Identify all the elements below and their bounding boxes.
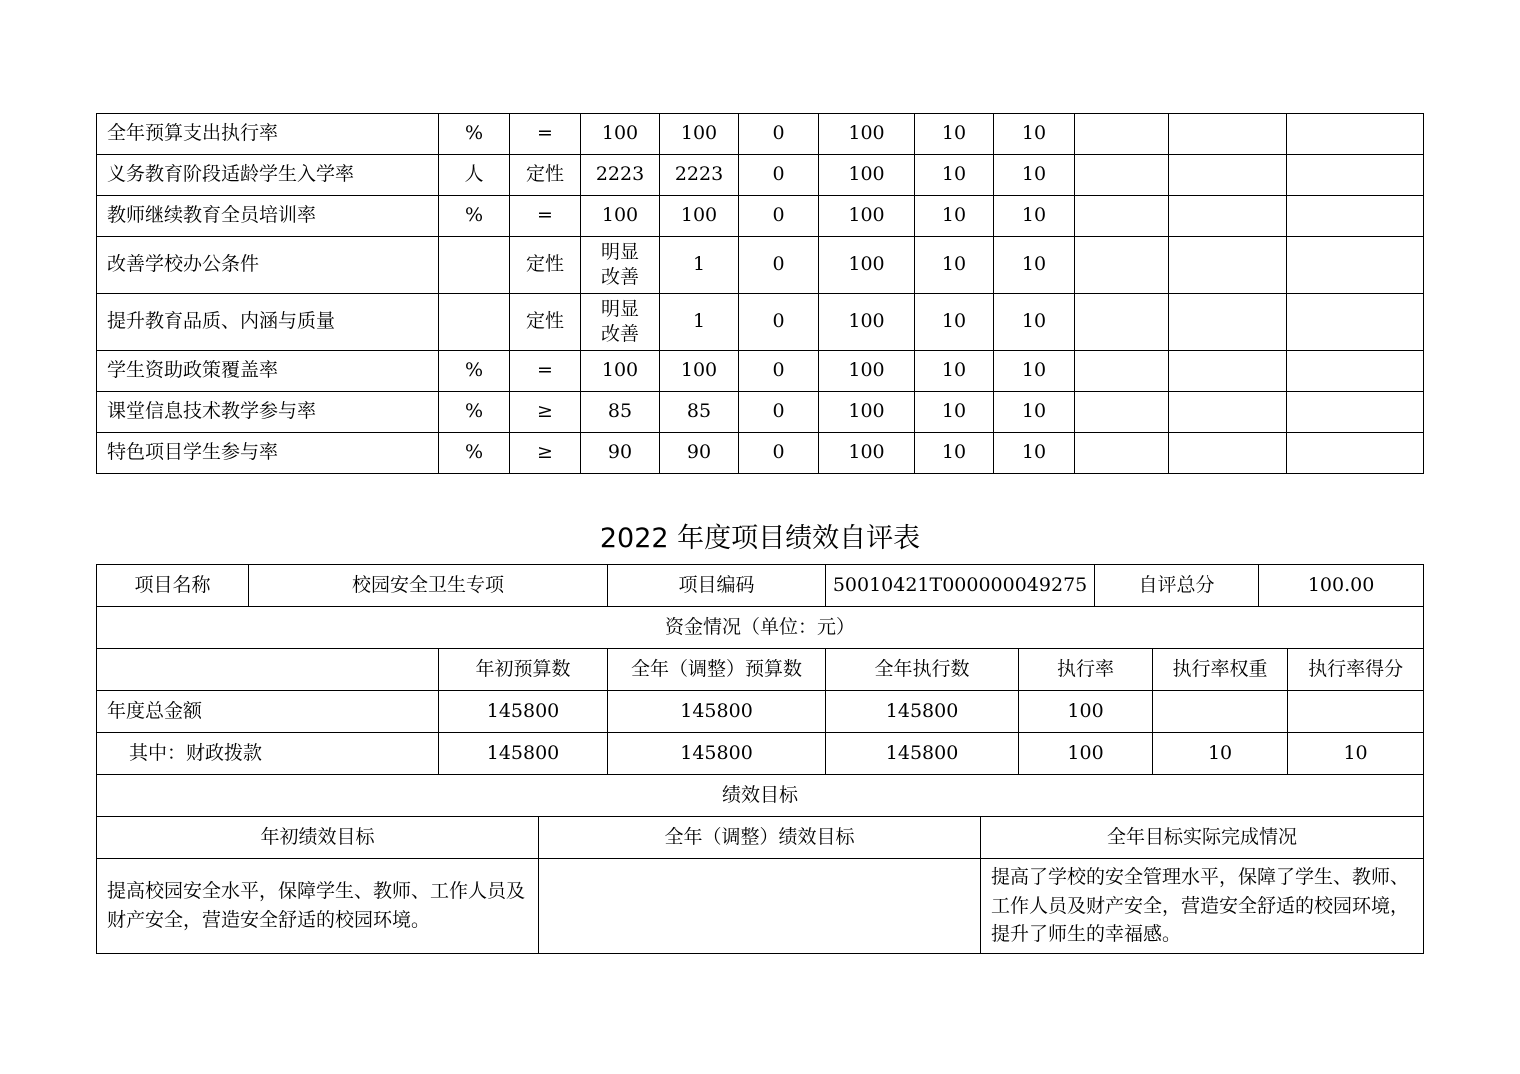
indicator-score: 10 [994, 433, 1075, 474]
col-goal-initial: 年初绩效目标 [97, 817, 539, 859]
indicator-actual: 100 [660, 351, 739, 392]
empty-cell [1169, 294, 1287, 351]
indicator-actual: 1 [660, 294, 739, 351]
indicator-deviation: 0 [739, 351, 819, 392]
indicator-target-line: 明显 [600, 298, 639, 321]
empty-cell [1075, 392, 1169, 433]
indicator-score: 10 [994, 114, 1075, 155]
indicator-target-line: 明显 [600, 241, 639, 264]
empty-cell [1287, 155, 1424, 196]
indicator-weight: 10 [915, 155, 994, 196]
indicator-target [581, 237, 660, 294]
empty-cell [1169, 196, 1287, 237]
indicator-name: 全年预算支出执行率 [97, 114, 439, 155]
indicator-row [97, 237, 1424, 294]
indicator-deviation: 0 [739, 433, 819, 474]
indicator-unit [439, 294, 510, 351]
indicator-weight: 10 [915, 351, 994, 392]
indicator-target: 2223 [581, 155, 660, 196]
indicator-name: 学生资助政策覆盖率 [97, 351, 439, 392]
indicator-weight: 10 [915, 392, 994, 433]
fiscal-executed: 145800 [826, 733, 1019, 775]
empty-cell [1075, 294, 1169, 351]
indicator-deviation: 0 [739, 155, 819, 196]
fiscal-weight: 10 [1153, 733, 1288, 775]
col-goal-actual: 全年目标实际完成情况 [981, 817, 1424, 859]
empty-cell [1169, 433, 1287, 474]
indicator-name: 教师继续教育全员培训率 [97, 196, 439, 237]
indicator-weight: 10 [915, 196, 994, 237]
total-adjusted: 145800 [608, 691, 826, 733]
indicator-unit: % [439, 351, 510, 392]
indicator-weight: 10 [915, 433, 994, 474]
empty-cell [1075, 351, 1169, 392]
indicator-operator: = [510, 351, 581, 392]
empty-cell [1287, 196, 1424, 237]
indicator-target-line: 改善 [600, 266, 639, 288]
fiscal-rate: 100 [1019, 733, 1153, 775]
indicator-row [97, 294, 1424, 351]
empty-cell [1075, 114, 1169, 155]
indicator-row [97, 196, 1424, 237]
empty-cell [1169, 155, 1287, 196]
indicator-score: 10 [994, 351, 1075, 392]
indicator-row [97, 392, 1424, 433]
indicator-score: 10 [994, 237, 1075, 294]
funds-header: 资金情况（单位：元） [97, 607, 1424, 649]
indicator-target-line: 改善 [600, 323, 639, 345]
indicator-deviation: 0 [739, 196, 819, 237]
indicator-rate: 100 [819, 294, 915, 351]
fiscal-score: 10 [1288, 733, 1424, 775]
indicator-row [97, 114, 1424, 155]
indicator-rate: 100 [819, 433, 915, 474]
indicator-operator: 定性 [510, 237, 581, 294]
indicator-operator: ≥ [510, 392, 581, 433]
indicator-actual: 100 [660, 196, 739, 237]
project-code: 50010421T000000049275 [826, 565, 1095, 607]
total-score-label: 自评总分 [1095, 565, 1259, 607]
total-weight [1153, 691, 1288, 733]
project-code-label: 项目编码 [608, 565, 826, 607]
total-executed: 145800 [826, 691, 1019, 733]
indicator-name: 义务教育阶段适龄学生入学率 [97, 155, 439, 196]
empty-cell [1287, 392, 1424, 433]
goals-table [96, 816, 1424, 954]
indicator-rate: 100 [819, 155, 915, 196]
indicator-weight: 10 [915, 114, 994, 155]
total-rate: 100 [1019, 691, 1153, 733]
indicator-rate: 100 [819, 196, 915, 237]
col-rate-weight: 执行率权重 [1153, 649, 1288, 691]
goals-content-row [97, 859, 1424, 954]
empty-cell [1169, 114, 1287, 155]
empty-cell [1075, 196, 1169, 237]
fiscal-row [97, 733, 1424, 775]
goal-actual-text: 提高了学校的安全管理水平，保障了学生、教师、工作人员及财产安全，营造安全舒适的校园环境，提升了师生的幸福感。 [981, 859, 1424, 954]
indicator-target: 100 [581, 351, 660, 392]
indicator-row [97, 351, 1424, 392]
indicator-table [96, 113, 1424, 474]
project-info-row [97, 565, 1424, 607]
indicator-score: 10 [994, 155, 1075, 196]
indicator-target: 85 [581, 392, 660, 433]
indicator-name: 特色项目学生参与率 [97, 433, 439, 474]
empty-cell [1169, 392, 1287, 433]
empty-cell [1169, 237, 1287, 294]
indicator-unit: % [439, 433, 510, 474]
indicator-operator: ≥ [510, 433, 581, 474]
indicator-actual: 100 [660, 114, 739, 155]
funds-corner-cell [97, 649, 439, 691]
empty-cell [1075, 155, 1169, 196]
indicator-operator: 定性 [510, 294, 581, 351]
indicator-name: 改善学校办公条件 [97, 237, 439, 294]
empty-cell [1287, 433, 1424, 474]
indicator-unit: % [439, 114, 510, 155]
indicator-operator: 定性 [510, 155, 581, 196]
goal-initial-text: 提高校园安全水平，保障学生、教师、工作人员及财产安全，营造安全舒适的校园环境。 [97, 859, 539, 954]
indicator-unit [439, 237, 510, 294]
empty-cell [1287, 237, 1424, 294]
indicator-target: 100 [581, 114, 660, 155]
indicator-actual: 85 [660, 392, 739, 433]
project-name-label: 项目名称 [97, 565, 249, 607]
goal-adjusted-text [539, 859, 981, 954]
col-goal-adjusted: 全年（调整）绩效目标 [539, 817, 981, 859]
total-score: 100.00 [1259, 565, 1424, 607]
empty-cell [1287, 114, 1424, 155]
indicator-operator: = [510, 114, 581, 155]
col-executed: 全年执行数 [826, 649, 1019, 691]
indicator-deviation: 0 [739, 114, 819, 155]
total-initial: 145800 [439, 691, 608, 733]
empty-cell [1075, 433, 1169, 474]
indicator-rate: 100 [819, 114, 915, 155]
total-score-cell [1288, 691, 1424, 733]
indicator-target [581, 294, 660, 351]
col-rate-score: 执行率得分 [1288, 649, 1424, 691]
indicator-deviation: 0 [739, 237, 819, 294]
goals-header: 绩效目标 [97, 775, 1424, 817]
project-funds-table [96, 564, 1424, 817]
fiscal-label: 其中：财政拨款 [97, 733, 439, 775]
empty-cell [1287, 294, 1424, 351]
project-name: 校园安全卫生专项 [249, 565, 608, 607]
goals-columns-row [97, 817, 1424, 859]
indicator-unit: % [439, 196, 510, 237]
fiscal-initial: 145800 [439, 733, 608, 775]
empty-cell [1169, 351, 1287, 392]
col-adjusted-budget: 全年（调整）预算数 [608, 649, 826, 691]
indicator-unit: 人 [439, 155, 510, 196]
col-exec-rate: 执行率 [1019, 649, 1153, 691]
indicator-target: 100 [581, 196, 660, 237]
indicator-actual: 90 [660, 433, 739, 474]
indicator-score: 10 [994, 294, 1075, 351]
total-amount-row [97, 691, 1424, 733]
indicator-actual: 2223 [660, 155, 739, 196]
indicator-name: 课堂信息技术教学参与率 [97, 392, 439, 433]
indicator-weight: 10 [915, 294, 994, 351]
funds-columns-row [97, 649, 1424, 691]
indicator-deviation: 0 [739, 294, 819, 351]
indicator-rate: 100 [819, 237, 915, 294]
total-amount-label: 年度总金额 [97, 691, 439, 733]
indicator-name: 提升教育品质、内涵与质量 [97, 294, 439, 351]
indicator-weight: 10 [915, 237, 994, 294]
indicator-rate: 100 [819, 392, 915, 433]
col-initial-budget: 年初预算数 [439, 649, 608, 691]
indicator-score: 10 [994, 196, 1075, 237]
indicator-unit: % [439, 392, 510, 433]
empty-cell [1287, 351, 1424, 392]
indicator-deviation: 0 [739, 392, 819, 433]
fiscal-adjusted: 145800 [608, 733, 826, 775]
indicator-operator: = [510, 196, 581, 237]
indicator-row [97, 433, 1424, 474]
indicator-rate: 100 [819, 351, 915, 392]
indicator-row [97, 155, 1424, 196]
empty-cell [1075, 237, 1169, 294]
indicator-actual: 1 [660, 237, 739, 294]
indicator-score: 10 [994, 392, 1075, 433]
form-title: 2022 年度项目绩效自评表 [599, 523, 921, 554]
indicator-target: 90 [581, 433, 660, 474]
